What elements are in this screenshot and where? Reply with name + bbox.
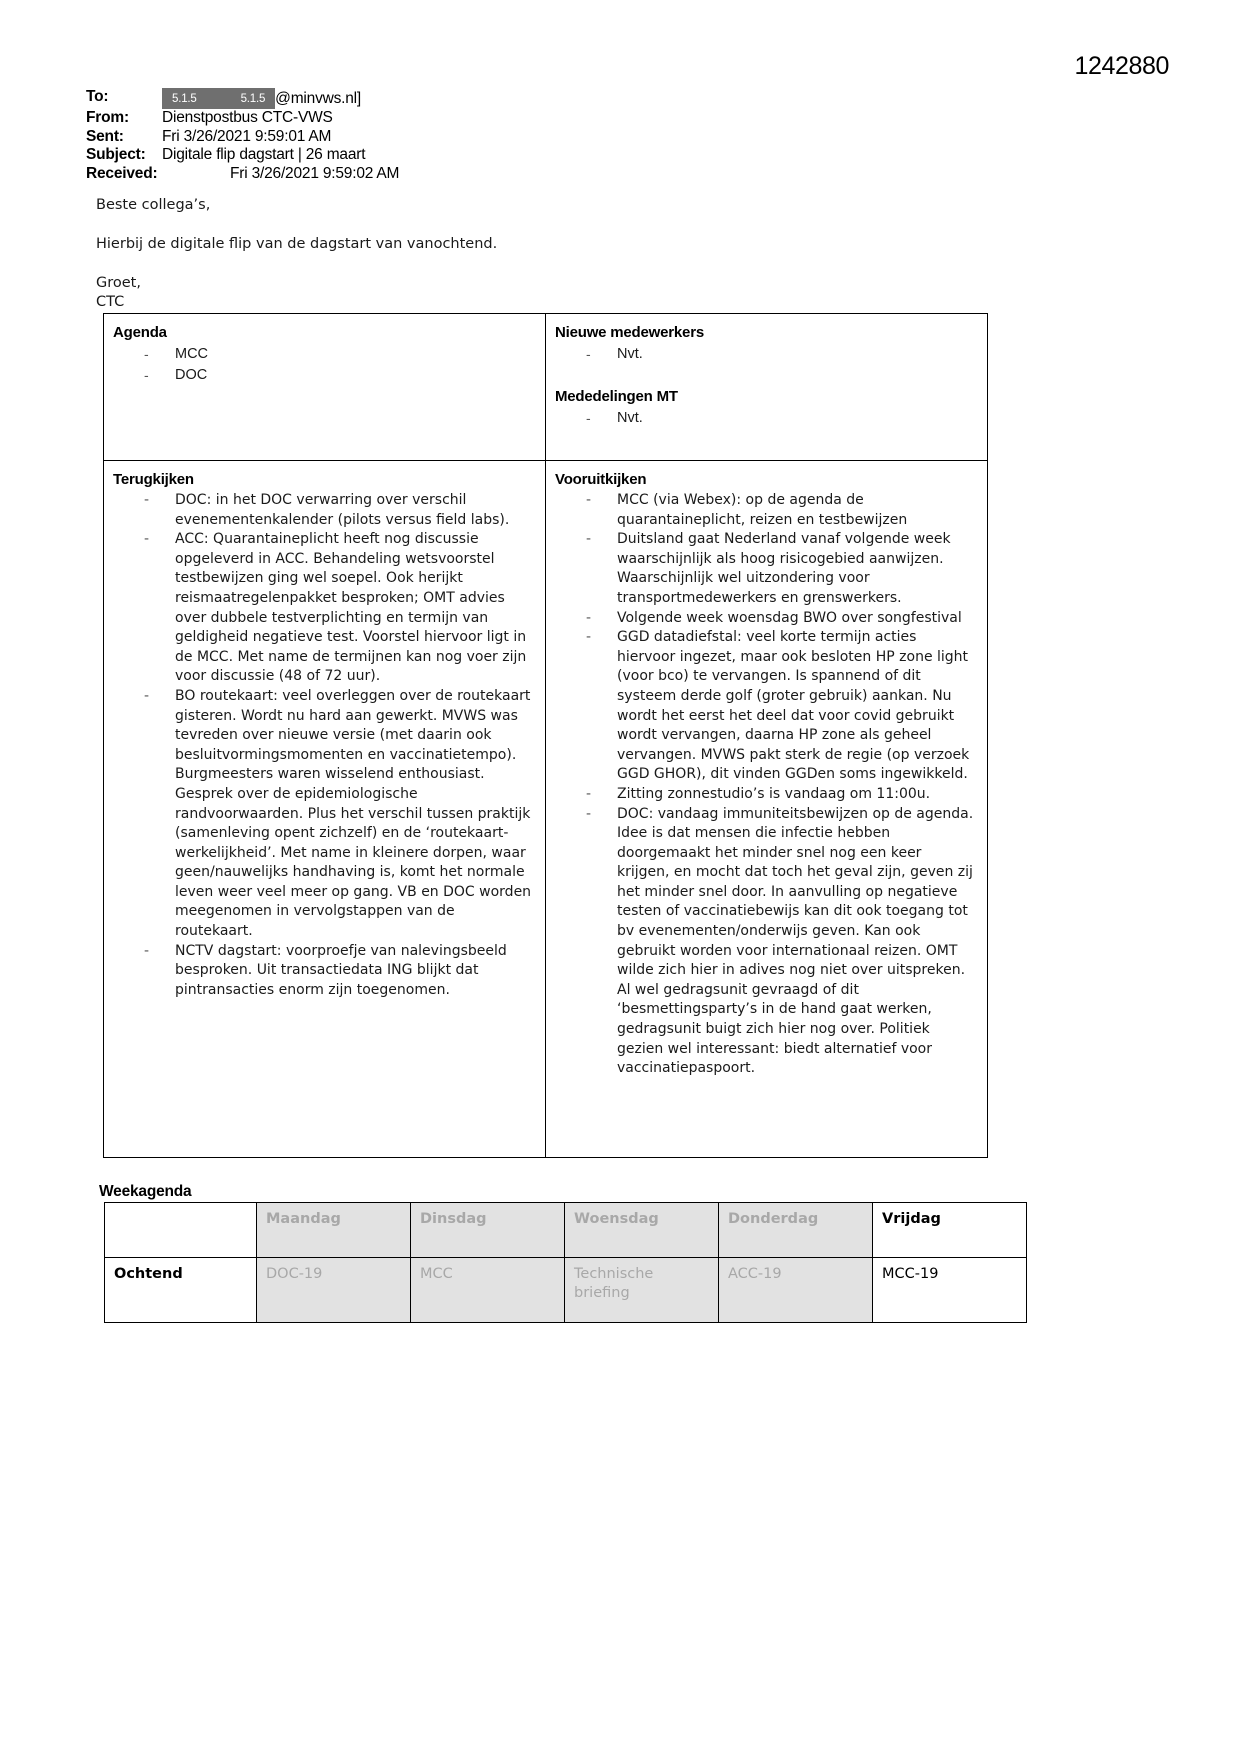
weekagenda-corner-cell xyxy=(105,1203,257,1258)
weekagenda-day-maandag: Maandag xyxy=(257,1203,411,1258)
weekagenda-table xyxy=(104,1202,1027,1323)
mededelingen-mt-title: Mededelingen MT xyxy=(555,388,678,405)
list-item: - Volgende week woensdag BWO over songfestival xyxy=(586,609,977,629)
redaction-code-1: 5.1.5 xyxy=(172,93,197,105)
cell-terugkijken xyxy=(104,461,546,1158)
bates-number: 1242880 xyxy=(1074,52,1169,80)
flip-table-row-top xyxy=(104,314,988,461)
vooruitkijken-title: Vooruitkijken xyxy=(555,471,647,488)
list-item: - MCC (via Webex): op de agenda de quarantaineplicht, reizen en testbewijzen xyxy=(586,491,977,530)
email-value-received: Fri 3/26/2021 9:59:02 AM xyxy=(230,164,400,182)
list-item: - ACC: Quarantaineplicht heeft nog discussie opgeleverd in ACC. Behandeling wetsvoorstel testbewijzen ging wel soepel. Ook herijkt reismaatregelenpakket besproken; OMT advies over dubbele testverplichting en termijn van geldigheid negatieve test. Voorstel hiervoor ligt in de MCC. Met name de termijnen kan nog voer zijn voor discussie (48 of 72 uur). xyxy=(144,530,535,687)
mededelingen-mt-list xyxy=(555,408,977,429)
cell-agenda xyxy=(104,314,546,461)
agenda-list xyxy=(113,344,535,386)
vooruitkijken-list xyxy=(555,491,977,1079)
list-item: - DOC: in het DOC verwarring over verschil evenementenkalender (pilots versus field labs). xyxy=(144,491,535,530)
body-closing: Groet, xyxy=(96,275,141,291)
weekagenda-cell-ochtend-woensdag: Technische briefing xyxy=(565,1258,719,1323)
list-item: - DOC: vandaag immuniteitsbewijzen op de agenda. Idee is dat mensen die infectie hebben doorgemaakt het minder snel nog een keer krijgen, en mocht dat toch het geval zijn, geven zij het minder snel door. In aanvulling op negatieve testen of vaccinatiebewijs kan dit ook toegang tot bv evenementen/onderwijs geven. Kan ook gebruikt worden voor internationaal reizen. OMT wilde zich hier in adives nog niet over uitspreken. Al wel gedragsunit gevraagd of dit ‘besmettingsparty’s in de hand gaat werken, gedragsunit buigt zich hier nog over. Politiek gezien wel interessant: biedt alternatief voor vaccinatiepaspoort. xyxy=(586,805,977,1079)
weekagenda-day-donderdag: Donderdag xyxy=(719,1203,873,1258)
email-label-subject: Subject: xyxy=(86,146,146,164)
terugkijken-list xyxy=(113,491,535,1000)
email-body xyxy=(96,196,497,312)
body-greeting: Beste collega’s, xyxy=(96,197,211,213)
email-domain-to: @minvws.nl] xyxy=(275,90,362,107)
email-value-to xyxy=(162,88,361,109)
list-item: - BO routekaart: veel overleggen over de routekaart gisteren. Wordt nu hard aan gewerkt. MVWS was tevreden over nieuwe versie (met daarin ook besluitvormingsmomenten en vaccinatietempo). Burgmeesters waren wisselend enthousiast. Gesprek over de epidemiologische randvoorwaarden. Plus het verschil tussen praktijk (samenleving opent zichzelf) en de ‘routekaart-werkelijkheid’. Met name in kleinere dorpen, waar geen/nauwelijks handhaving is, komt het normale leven weer veel meer op gang. VB en DOC worden meegenomen in vervolgstappen van de routekaart. xyxy=(144,687,535,942)
weekagenda-day-dinsdag: Dinsdag xyxy=(411,1203,565,1258)
email-label-received: Received: xyxy=(86,164,158,182)
email-label-to: To: xyxy=(86,88,109,105)
weekagenda-row-ochtend xyxy=(105,1258,1027,1323)
list-item: - Duitsland gaat Nederland vanaf volgende week waarschijnlijk als hoog risicogebied aanwijzen. Waarschijnlijk wel uitzondering voor transportmedewerkers en grenswerkers. xyxy=(586,530,977,608)
email-header-row-subject xyxy=(86,146,399,164)
weekagenda-day-vrijdag: Vrijdag xyxy=(873,1203,1027,1258)
email-header xyxy=(86,88,399,183)
redaction-box-to xyxy=(162,88,275,109)
email-header-row-from xyxy=(86,109,399,127)
weekagenda-cell-ochtend-donderdag: ACC-19 xyxy=(719,1258,873,1323)
nieuwe-medewerkers-title: Nieuwe medewerkers xyxy=(555,324,704,341)
flip-table-row-bottom xyxy=(104,461,988,1158)
redaction-code-2: 5.1.5 xyxy=(240,93,266,105)
flip-table xyxy=(103,313,988,1158)
terugkijken-title: Terugkijken xyxy=(113,471,194,488)
list-item: - DOC xyxy=(144,365,535,386)
email-header-row-sent xyxy=(86,128,399,146)
email-value-subject: Digitale flip dagstart | 26 maart xyxy=(162,146,366,164)
list-item: - Nvt. xyxy=(586,408,977,429)
email-label-sent: Sent: xyxy=(86,127,124,145)
weekagenda-title: Weekagenda xyxy=(99,1183,192,1200)
list-item: - Zitting zonnestudio’s is vandaag om 11:00u. xyxy=(586,785,977,805)
list-item: - MCC xyxy=(144,344,535,365)
weekagenda-rowlabel-ochtend: Ochtend xyxy=(105,1258,257,1323)
nieuwe-medewerkers-list xyxy=(555,344,977,365)
list-item: - GGD datadiefstal: veel korte termijn acties hiervoor ingezet, maar ook besloten HP zone light (voor bco) te vervangen. Is spannend of dit systeem derde golf (groter gebruik) aankan. Nu wordt het eerst het deel dat voor covid gebruikt wordt vervangen, daarna HP zone als geheel vervangen. MVWS pakt sterk de regie (op verzoek GGD GHOR), dit vinden GGDen soms ingewikkeld. xyxy=(586,628,977,785)
cell-vooruitkijken xyxy=(546,461,988,1158)
agenda-title: Agenda xyxy=(113,324,167,341)
weekagenda-cell-ochtend-dinsdag: MCC xyxy=(411,1258,565,1323)
weekagenda-cell-ochtend-maandag: DOC-19 xyxy=(257,1258,411,1323)
weekagenda-header-row xyxy=(105,1203,1027,1258)
list-item: - Nvt. xyxy=(586,344,977,365)
email-value-sent: Fri 3/26/2021 9:59:01 AM xyxy=(162,127,332,145)
weekagenda-day-woensdag: Woensdag xyxy=(565,1203,719,1258)
weekagenda-cell-ochtend-vrijdag: MCC-19 xyxy=(873,1258,1027,1323)
email-label-from: From: xyxy=(86,109,129,127)
email-header-row-to xyxy=(86,88,399,109)
body-intro: Hierbij de digitale flip van de dagstart van vanochtend. xyxy=(96,236,498,252)
email-value-from: Dienstpostbus CTC-VWS xyxy=(162,109,333,127)
list-item: - NCTV dagstart: voorproefje van nalevingsbeeld besproken. Uit transactiedata ING blijkt dat pintransacties enorm zijn toegenomen. xyxy=(144,942,535,1001)
cell-nieuwe-medewerkers xyxy=(546,314,988,461)
email-header-row-received xyxy=(86,165,399,183)
body-signature: CTC xyxy=(96,294,125,310)
